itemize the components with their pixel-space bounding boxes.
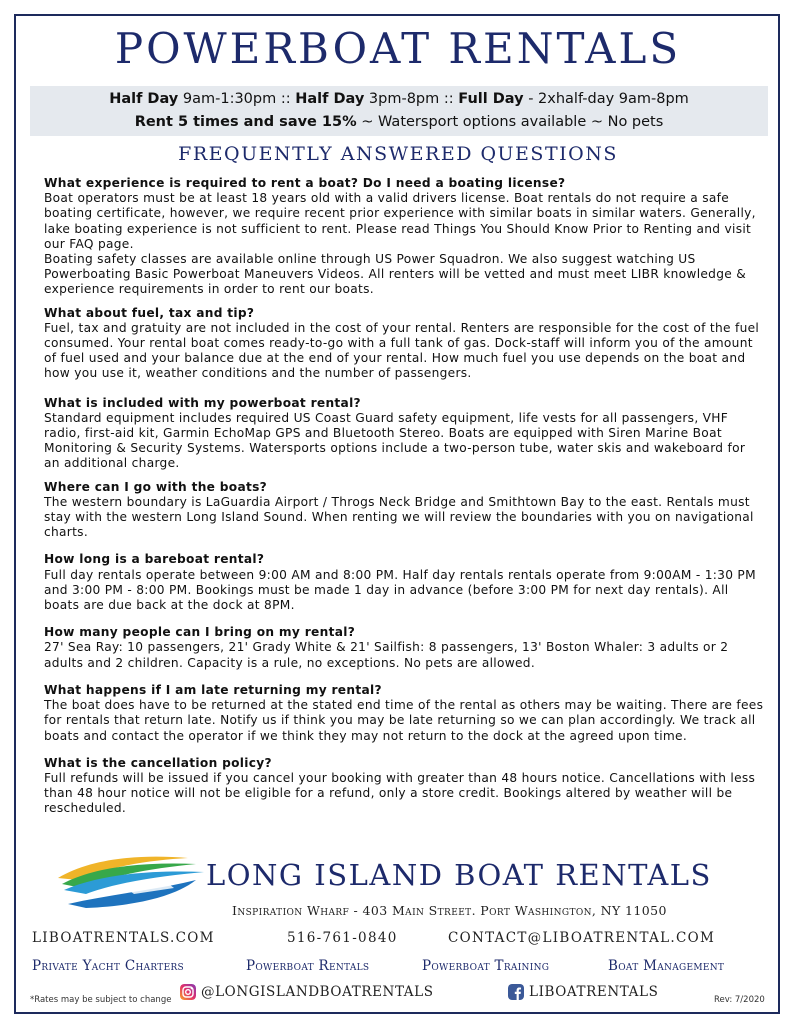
rates-disclaimer: *Rates may be subject to change <box>30 995 172 1005</box>
service-item: Powerboat Rentals <box>246 958 370 974</box>
faq-question: What happens if I am late returning my rental? <box>44 682 382 697</box>
faq-question: What is included with my powerboat rental? <box>44 395 361 410</box>
promo-details: ~ Watersport options available ~ No pets <box>361 114 664 130</box>
service-item: Private Yacht Charters <box>32 958 185 974</box>
separator: :: <box>280 91 291 107</box>
phone-number[interactable]: 516-761-0840 <box>287 930 398 946</box>
faq-item <box>44 396 764 472</box>
services-row <box>32 958 768 978</box>
faq-answer: 27' Sea Ray: 10 passengers, 21' Grady White & 21' Sailfish: 8 passengers, 13' Boston Whaler: 3 adults or 2 adults and 2 children. Capacity is a rule, no exceptions. No pets are allowed. <box>44 640 729 670</box>
faq-answer: The boat does have to be returned at the stated end time of the rental as others may be waiting. There are fees for rentals that return late. Notify us if think you may be late returning so we can plan accordingly. We track all boats and contact the operator if we think they may not return to the dock at the agreed upon time. <box>44 698 764 743</box>
page-title: POWERBOAT RENTALS <box>114 24 682 73</box>
service-item: Powerboat Training <box>422 958 550 974</box>
promo-line <box>30 114 768 130</box>
promo-discount: Rent 5 times and save 15% <box>134 114 357 130</box>
half-day-1-label: Half Day <box>109 91 179 107</box>
half-day-2-label: Half Day <box>295 91 365 107</box>
contact-row <box>32 930 768 950</box>
facebook-label: LIBOATRENTALS <box>529 984 659 1000</box>
faq-answer: The western boundary is LaGuardia Airport / Throgs Neck Bridge and Smithtown Bay to the east. Rentals must stay with the western Long Island Sound. When renting we will review the boundaries with you on navigational charts. <box>44 494 754 540</box>
faq-question: What experience is required to rent a boat? Do I need a boating license? <box>44 176 566 190</box>
faq-item <box>44 625 764 671</box>
website-link[interactable]: LIBOATRENTALS.COM <box>32 930 215 946</box>
faq-answer: Full refunds will be issued if you cancel your booking with greater than 48 hours notice. Cancellations with less than 48 hour notice will not be eligible for a refund, only a store credit. Bookings altered by weather will be rescheduled. <box>44 770 756 816</box>
separator: :: <box>443 91 454 107</box>
faq-list <box>44 176 764 825</box>
faq-item <box>44 480 764 541</box>
company-logo-icon <box>56 854 206 914</box>
facebook-handle[interactable] <box>508 983 658 1001</box>
revision-date: Rev: 7/2020 <box>714 995 765 1005</box>
faq-question: What about fuel, tax and tip? <box>44 305 255 320</box>
full-day-label: Full Day <box>458 91 524 107</box>
faq-question: How many people can I bring on my rental? <box>44 625 356 640</box>
faq-heading: FREQUENTLY ANSWERED QUESTIONS <box>178 143 618 165</box>
faq-answer: Boating safety classes are available online through US Power Squadron. We also suggest watching US Powerboating Basic Powerboat Maneuvers Videos. All renters will be vetted and must meet LIBR knowledge & experience requirements in order to rent our boats. <box>44 252 747 297</box>
service-item: Boat Management <box>608 958 725 974</box>
faq-item <box>44 552 764 613</box>
faq-question: How long is a bareboat rental? <box>44 552 265 567</box>
faq-answer: Boat operators must be at least 18 years old with a valid drivers license. Boat rentals do not require a safe boating certificate, however, we require recent prior experience with similar boats in similar waters. Generally, lake boating experience is not sufficient to rent. Please read Things You Should Know Prior to Renting and visit our FAQ page. <box>44 191 756 251</box>
rates-line <box>30 91 768 107</box>
company-name: LONG ISLAND BOAT RENTALS <box>206 858 712 892</box>
faq-item <box>44 756 764 817</box>
facebook-icon <box>508 984 524 1000</box>
faq-question: What is the cancellation policy? <box>44 755 272 770</box>
faq-item <box>44 306 764 382</box>
instagram-icon <box>180 984 196 1000</box>
instagram-label: @LONGISLANDBOATRENTALS <box>201 984 434 1000</box>
faq-item <box>44 176 764 298</box>
faq-answer: Full day rentals operate between 9:00 AM and 8:00 PM. Half day rentals rentals operate from 9:00AM - 1:30 PM and 3:00 PM - 8:00 PM. Bookings must be made 1 day in advance (before 3:00 PM for next day rentals). All boats are due back at the dock at 8PM. <box>44 567 756 613</box>
half-day-1-time: 9am-1:30pm <box>182 91 277 107</box>
faq-answer: Standard equipment includes required US Coast Guard safety equipment, life vests for all passengers, VHF radio, first-aid kit, Garmin EchoMap GPS and Bluetooth Stereo. Boats are equipped with Siren Marine Boat Monitoring & Security Systems. Watersports options include a two-person tube, water skis and wakeboard for an additional charge. <box>44 410 746 471</box>
instagram-handle[interactable] <box>180 983 434 1001</box>
full-day-time: - 2xhalf-day 9am-8pm <box>528 91 689 107</box>
faq-item <box>44 683 764 744</box>
company-address: Inspiration Wharf - 403 Main Street. Port Washington, NY 11050 <box>232 903 667 918</box>
faq-question: Where can I go with the boats? <box>44 479 268 494</box>
rates-banner <box>30 86 768 136</box>
email-link[interactable]: CONTACT@LIBOATRENTAL.COM <box>448 930 716 946</box>
half-day-2-time: 3pm-8pm <box>368 91 440 107</box>
faq-answer: Fuel, tax and gratuity are not included in the cost of your rental. Renters are responsible for the cost of the fuel consumed. Your rental boat comes ready-to-go with a full tank of gas. Dock-staff will inform you of the amount of fuel used and your balance due at the end of your rental. How much fuel you use depends on the boat and how you use it, weather conditions and the number of passengers. <box>44 320 760 381</box>
